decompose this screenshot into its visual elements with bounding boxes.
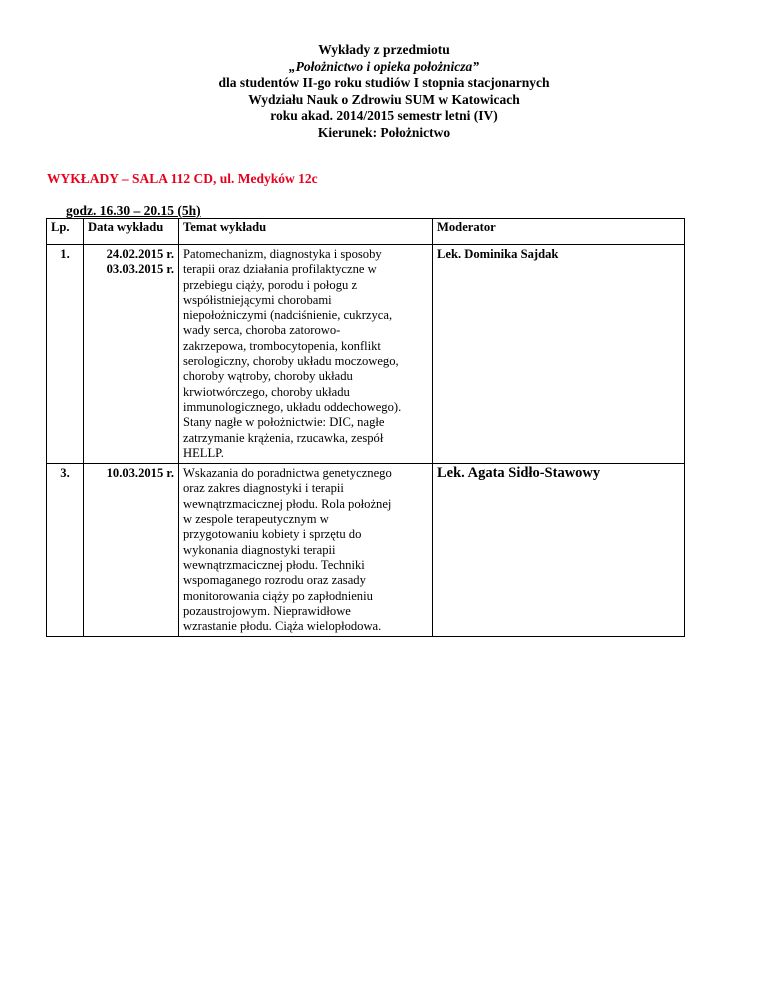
document-header: [0, 42, 768, 141]
header-lp: Lp.: [47, 219, 84, 245]
topic-line: Patomechanizm, diagnostyka i sposoby: [183, 247, 382, 261]
topic-line: zakrzepowa, trombocytopenia, konflikt: [183, 338, 381, 353]
topic-line: pozaustrojowym. Nieprawidłowe: [183, 603, 351, 618]
row-date: 03.03.2015 r.: [106, 262, 174, 277]
row-lp: 1.: [47, 245, 84, 464]
row-dates: [84, 464, 179, 637]
row-moderator: Lek. Dominika Sajdak: [433, 245, 685, 464]
topic-line: terapii oraz działania profilaktyczne w: [183, 262, 377, 277]
topic-line: choroby wątroby, choroby układu: [183, 369, 353, 384]
topic-line: immunologicznego, układu oddechowego).: [183, 399, 402, 414]
row-date: 10.03.2015 r.: [106, 466, 174, 481]
table-header-row: [47, 219, 685, 245]
table-row: [47, 245, 685, 464]
header-moderator: Moderator: [433, 219, 685, 245]
header-subject: „Położnictwo i opieka położnicza”: [288, 58, 480, 74]
header-line-1: Wykłady z przedmiotu: [318, 42, 450, 57]
topic-line: krwiotwórczego, choroby układu: [183, 384, 350, 399]
row-lp: 3.: [47, 464, 84, 637]
topic-line: przebiegu ciąży, porodu i połogu z: [183, 277, 358, 292]
topic-line: Wskazania do poradnictwa genetycznego: [183, 466, 392, 481]
topic-line: przygotowaniu kobiety i sprzętu do: [183, 527, 362, 542]
topic-line: zatrzymanie krążenia, rzucawka, zespół: [183, 430, 384, 445]
topic-line: niepołożniczymi (nadciśnienie, cukrzyca,: [183, 308, 393, 323]
header-line-3: dla studentów II-go roku studiów I stopnia stacjonarnych: [218, 75, 550, 90]
row-dates: [84, 245, 179, 464]
header-line-6: Kierunek: Położnictwo: [317, 124, 451, 140]
topic-line: współistniejącymi chorobami: [183, 292, 332, 307]
header-topic: Temat wykładu: [179, 219, 433, 245]
row-date: 24.02.2015 r.: [106, 247, 174, 261]
header-line-5: roku akad. 2014/2015 semestr letni (IV): [270, 108, 498, 123]
topic-line: wewnątrzmacicznej płodu. Rola położnej: [183, 496, 392, 511]
topic-line: HELLP.: [183, 445, 224, 460]
topic-line: wady serca, choroba zatorowo-: [183, 323, 341, 338]
row-moderator: Lek. Agata Sidło-Stawowy: [433, 464, 685, 637]
lectures-table: [46, 218, 685, 637]
topic-line: wspomaganego rozrodu oraz zasady: [183, 573, 366, 588]
topic-line: wewnątrzmacicznej płodu. Techniki: [183, 557, 365, 572]
header-date: Data wykładu: [84, 219, 179, 245]
topic-line: serologiczny, choroby układu moczowego,: [183, 354, 399, 369]
topic-line: oraz zakres diagnostyki i terapii: [183, 481, 344, 496]
topic-line: wzrastanie płodu. Ciąża wielopłodowa.: [183, 619, 382, 634]
topic-line: wykonania diagnostyki terapii: [183, 542, 336, 557]
topic-line: monitorowania ciąży po zapłodnieniu: [183, 588, 373, 603]
lecture-hours: godz. 16.30 – 20.15 (5h): [66, 203, 201, 218]
row-topic: [179, 464, 433, 637]
section-title: WYKŁADY – SALA 112 CD, ul. Medyków 12c: [47, 171, 318, 186]
header-line-4: Wydziału Nauk o Zdrowiu SUM w Katowicach: [248, 91, 520, 107]
table-row: [47, 464, 685, 637]
topic-line: w zespole terapeutycznym w: [183, 512, 329, 527]
topic-line: Stany nagłe w położnictwie: DIC, nagłe: [183, 415, 385, 430]
row-topic: [179, 245, 433, 464]
